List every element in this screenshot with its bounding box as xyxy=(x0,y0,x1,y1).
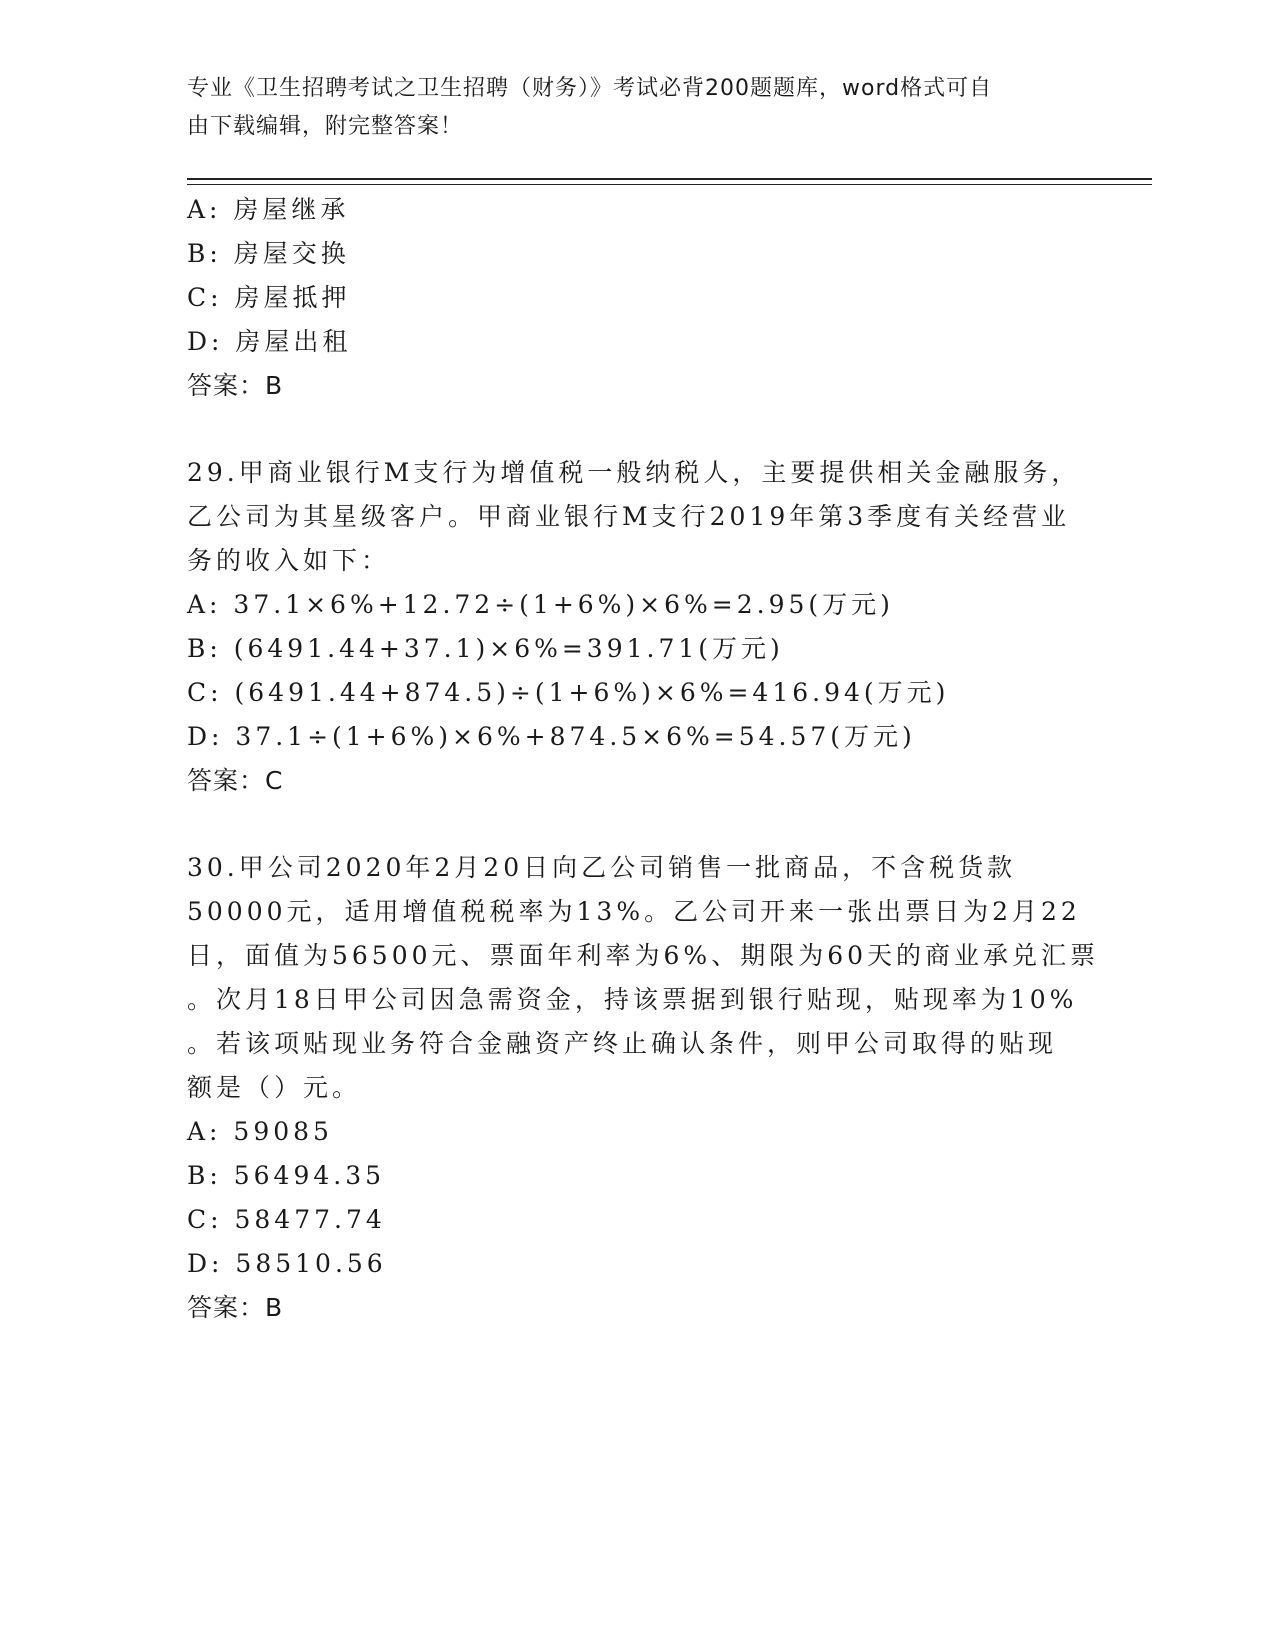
q30-stem-line-2: 50000元，适用增值税税率为13%。乙公司开来一张出票日为2月22 xyxy=(187,897,1081,926)
q30-stem-line-6: 额是（）元。 xyxy=(187,1073,362,1102)
header-divider-thin xyxy=(187,184,1152,185)
q28-option-c: C: 房屋抵押 xyxy=(187,283,351,312)
header-line-1: 专业《卫生招聘考试之卫生招聘（财务）》考试必背200题题库，word格式可自 xyxy=(187,76,993,101)
q30-option-b: B: 56494.35 xyxy=(187,1161,386,1190)
header-divider-thick xyxy=(187,178,1152,180)
q29-answer: 答案：C xyxy=(187,766,284,795)
q30-option-d: D: 58510.56 xyxy=(187,1249,387,1278)
q29-option-d: D: 37.1÷(1+6%)×6%+874.5×6%=54.57(万元) xyxy=(187,722,916,751)
header-line-2: 由下载编辑，附完整答案！ xyxy=(187,114,464,139)
q29-option-b: B: (6491.44+37.1)×6%=391.71(万元) xyxy=(187,634,784,663)
q29-option-a: A: 37.1×6%+12.72÷(1+6%)×6%=2.95(万元) xyxy=(187,590,894,619)
q30-stem-line-1: 30.甲公司2020年2月20日向乙公司销售一批商品，不含税货款 xyxy=(187,853,1017,882)
q30-stem-line-4: 。次月18日甲公司因急需资金，持该票据到银行贴现，贴现率为10% xyxy=(187,985,1078,1014)
q28-option-b: B: 房屋交换 xyxy=(187,239,350,268)
q30-answer: 答案：B xyxy=(187,1293,284,1322)
q30-stem-line-5: 。若该项贴现业务符合金融资产终止确认条件，则甲公司取得的贴现 xyxy=(187,1029,1058,1058)
q29-stem-line-1: 29.甲商业银行M支行为增值税一般纳税人，主要提供相关金融服务， xyxy=(187,458,1081,487)
q29-stem-line-2: 乙公司为其星级客户。甲商业银行M支行2019年第3季度有关经营业 xyxy=(187,502,1071,531)
document-header xyxy=(187,70,1067,146)
q30-stem-line-3: 日，面值为56500元、票面年利率为6%、期限为60天的商业承兑汇票 xyxy=(187,941,1100,970)
q29-option-c: C: (6491.44+874.5)÷(1+6%)×6%=416.94(万元) xyxy=(187,678,950,707)
q30-option-a: A: 59085 xyxy=(187,1117,333,1146)
q28-answer: 答案：B xyxy=(187,371,284,400)
q28-option-d: D: 房屋出租 xyxy=(187,327,352,356)
q29-stem-line-3: 务的收入如下： xyxy=(187,546,391,575)
q30-option-c: C: 58477.74 xyxy=(187,1205,386,1234)
q28-option-a: A: 房屋继承 xyxy=(187,195,350,224)
